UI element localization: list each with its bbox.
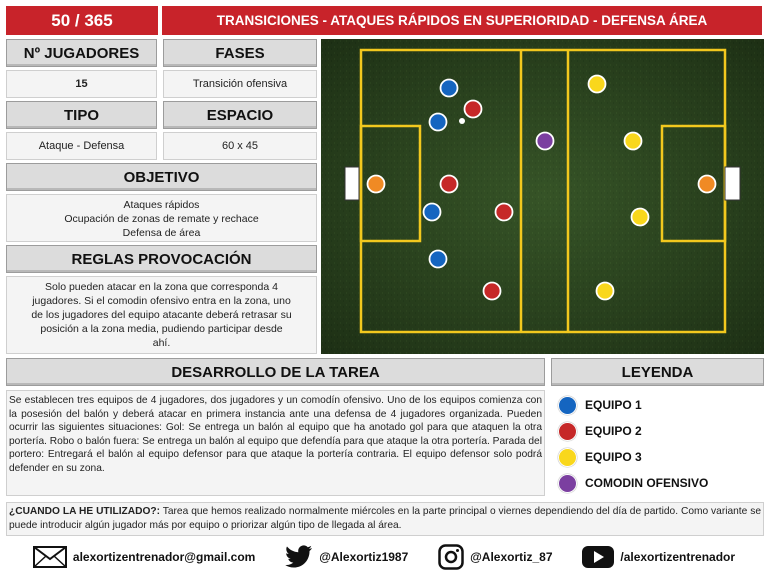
twitter-icon xyxy=(285,545,313,569)
player-blue xyxy=(441,80,458,97)
footer xyxy=(0,540,768,574)
cuando-text: Tarea que hemos realizado normalmente miércoles en la parte principal o viernes dependiendo del día de partido. Como variante se puede introducir algún jugador más por equipo o priorizar algún tipo de llegada al área. xyxy=(9,506,761,531)
reglas-text xyxy=(6,276,317,354)
objetivo-line: Defensa de área xyxy=(122,227,201,239)
fases-label: FASES xyxy=(163,39,317,67)
purple-dot-icon xyxy=(558,474,577,493)
blue-dot-icon xyxy=(558,396,577,415)
footer-twitter[interactable] xyxy=(285,545,408,569)
youtube-icon xyxy=(582,546,614,568)
player-yellow xyxy=(597,283,614,300)
player-orange xyxy=(699,176,716,193)
jugadores-label: Nº JUGADORES xyxy=(6,39,157,67)
reglas-line: posición a la zona media, pudiendo participar desde xyxy=(40,323,283,335)
cuando-section xyxy=(6,502,764,536)
objetivo-label: OBJETIVO xyxy=(6,163,317,191)
espacio-value: 60 x 45 xyxy=(163,132,317,160)
desarrollo-label: DESARROLLO DE LA TAREA xyxy=(6,358,545,386)
left-goal xyxy=(345,167,359,200)
player-blue xyxy=(430,251,447,268)
objetivo-line: Ataques rápidos xyxy=(123,199,200,211)
tactical-field xyxy=(321,39,764,354)
legend-label: EQUIPO 1 xyxy=(585,398,642,412)
task-title: TRANSICIONES - ATAQUES RÁPIDOS EN SUPERIORIDAD - DEFENSA ÁREA xyxy=(162,6,762,35)
player-yellow xyxy=(589,76,606,93)
legend-label: EQUIPO 2 xyxy=(585,424,642,438)
reglas-line: jugadores. Si el comodin ofensivo entra en la zona, uno xyxy=(32,295,291,307)
legend-item-comodin xyxy=(558,470,763,496)
mail-icon xyxy=(33,546,67,568)
player-orange xyxy=(368,176,385,193)
jugadores-value: 15 xyxy=(6,70,157,98)
objetivo-line: Ocupación de zonas de remate y rechace xyxy=(64,213,259,225)
reglas-line: Solo pueden atacar en la zona que corresponda 4 xyxy=(45,281,278,293)
legend-label: EQUIPO 3 xyxy=(585,450,642,464)
reglas-label: REGLAS PROVOCACIÓN xyxy=(6,245,317,273)
player-red xyxy=(441,176,458,193)
legend-item-equipo-2 xyxy=(558,418,763,444)
footer-youtube[interactable] xyxy=(582,546,735,568)
tipo-label: TIPO xyxy=(6,101,157,129)
leyenda-list xyxy=(558,392,763,496)
footer-instagram[interactable] xyxy=(438,544,552,570)
legend-item-equipo-3 xyxy=(558,444,763,470)
pitch-shade xyxy=(321,39,764,354)
player-blue xyxy=(430,114,447,131)
footer-youtube-text: /alexortizentrenador xyxy=(620,550,736,564)
footer-email-text: alexortizentrenador@gmail.com xyxy=(72,550,256,564)
fases-value: Transición ofensiva xyxy=(163,70,317,98)
desarrollo-text: Se establecen tres equipos de 4 jugadores, dos jugadores y un comodín ofensivo. Uno de los equipos comienza con la posesión del balón y deberá atacar en primera instancia ante una defensa de 4 jugadores organizada. Pueden ocurrir las siguientes situaciones: Gol: Se entrega un balón al equipo que ha anotado gol para que ataquen la otra portería. Robo o balón fuera: Se entrega un balón al equipo que defendía para que ataque la otra portería. Parada del portero: Entregará el balón al equipo defensor para que ataque la portería contraria. El equipo defensor solo podrá defender en su zona. xyxy=(6,390,545,496)
cuando-label: ¿CUANDO LA HE UTILIZADO?: xyxy=(9,506,161,517)
right-goal xyxy=(725,167,740,200)
ball xyxy=(459,118,465,124)
reglas-line: ahí. xyxy=(152,337,171,349)
legend-label: COMODIN OFENSIVO xyxy=(585,476,709,490)
player-red xyxy=(484,283,501,300)
tipo-value: Ataque - Defensa xyxy=(6,132,157,160)
objetivo-text xyxy=(6,194,317,242)
player-purple xyxy=(537,133,554,150)
footer-email[interactable] xyxy=(33,546,255,568)
legend-item-equipo-1 xyxy=(558,392,763,418)
player-blue xyxy=(424,204,441,221)
espacio-label: ESPACIO xyxy=(163,101,317,129)
player-red xyxy=(496,204,513,221)
footer-twitter-text: @Alexortiz1987 xyxy=(319,550,409,564)
yellow-dot-icon xyxy=(558,448,577,467)
task-number: 50 / 365 xyxy=(6,6,158,35)
red-dot-icon xyxy=(558,422,577,441)
player-red xyxy=(465,101,482,118)
player-yellow xyxy=(632,209,649,226)
leyenda-label: LEYENDA xyxy=(551,358,764,386)
reglas-line: de los jugadores del equipo atacante deberá retrasar su xyxy=(31,309,292,321)
instagram-icon xyxy=(438,544,464,570)
footer-instagram-text: @Alexortiz_87 xyxy=(470,550,553,564)
player-yellow xyxy=(625,133,642,150)
